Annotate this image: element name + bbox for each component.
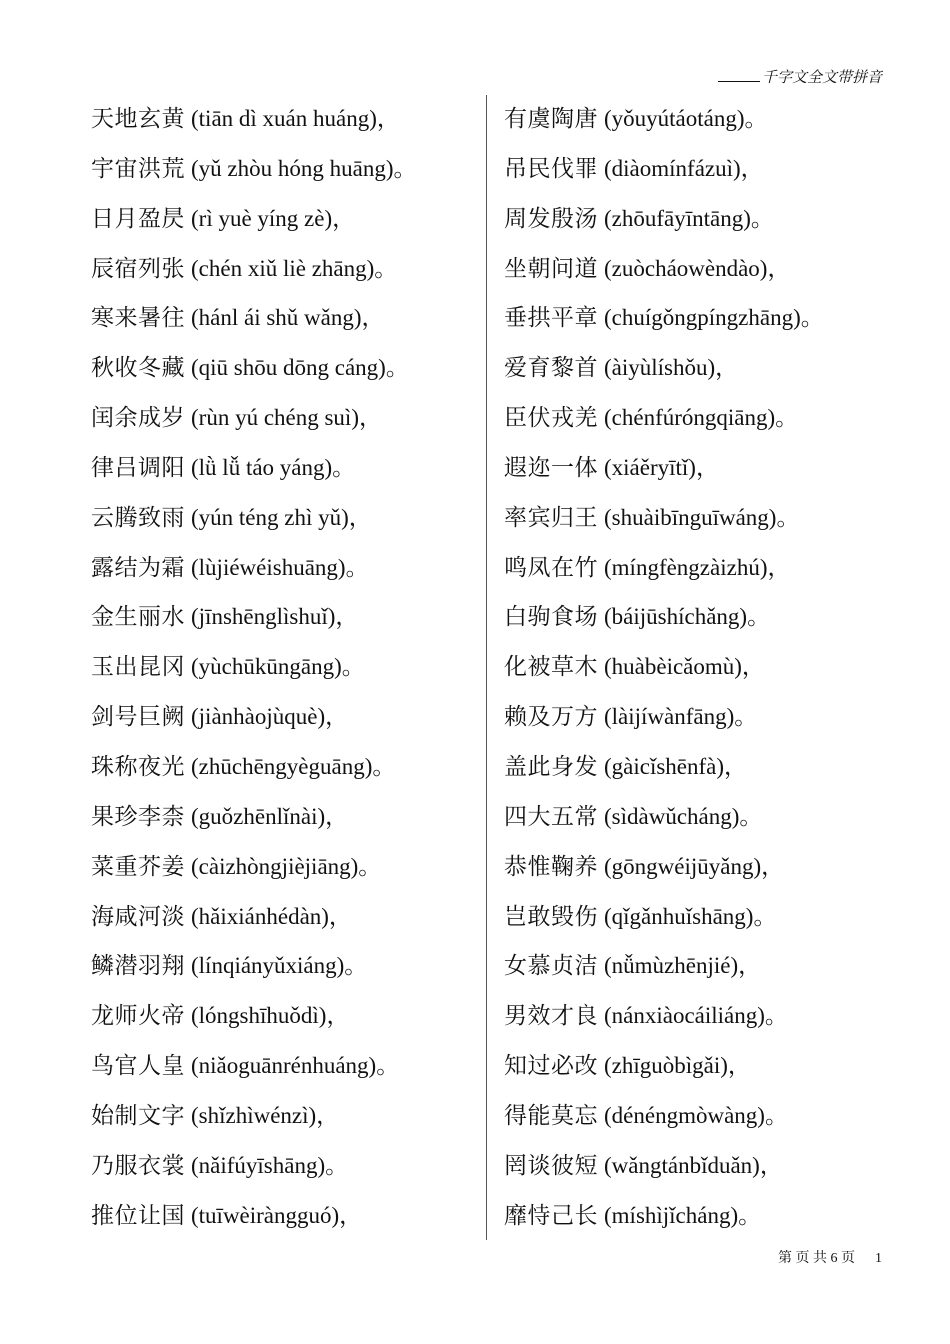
verse-line (91, 792, 417, 842)
verse-pinyin: (diàomínfázuì)， (604, 155, 764, 181)
verse-hanzi: 臣伏戎羌 (504, 405, 598, 431)
page-number: 1 (875, 1251, 882, 1266)
verse-pinyin: (jīnshēnglìshuǐ)， (191, 604, 359, 630)
verse-pinyin: (lóngshīhuǒdì)， (191, 1003, 350, 1029)
verse-line (504, 343, 824, 393)
verse-line (504, 94, 824, 144)
verse-hanzi: 知过必改 (504, 1053, 598, 1079)
verse-line (91, 1141, 417, 1191)
verse-hanzi: 玉出昆冈 (91, 654, 185, 680)
verse-pinyin: (yùchūkūngāng)。 (191, 654, 365, 680)
verse-hanzi: 寒来暑往 (91, 305, 185, 331)
verse-pinyin: (rùn yú chéng suì)， (191, 405, 382, 431)
verse-line (504, 543, 824, 593)
verse-hanzi: 男效才良 (504, 1003, 598, 1029)
verse-hanzi: 辰宿列张 (91, 255, 185, 281)
verse-line (504, 244, 824, 294)
verse-pinyin: (nǚmùzhēnjié)， (604, 953, 762, 979)
verse-hanzi: 有虞陶唐 (504, 106, 598, 131)
verse-line (504, 194, 824, 244)
verse-line (504, 792, 824, 842)
verse-pinyin: (zuòcháowèndào)， (604, 255, 791, 281)
verse-hanzi: 爱育黎首 (504, 355, 598, 381)
verse-line (91, 343, 417, 393)
verse-pinyin: (nánxiàocáiliáng)。 (604, 1003, 788, 1029)
verse-hanzi: 日月盈昃 (91, 205, 185, 231)
verse-pinyin: (gōngwéijūyǎng)， (604, 853, 785, 879)
verse-line (504, 1191, 824, 1241)
verse-hanzi: 海咸河淡 (91, 903, 185, 929)
verse-pinyin: (jiànhàojùquè)， (191, 704, 349, 730)
verse-hanzi: 盖此身发 (504, 753, 598, 779)
page-footer (778, 1247, 882, 1267)
verse-pinyin: (chuígǒngpíngzhāng)。 (604, 305, 824, 331)
verse-pinyin: (guǒzhēnlǐnài)， (191, 803, 349, 829)
verse-hanzi: 鸣凤在竹 (504, 554, 598, 580)
verse-line (504, 393, 824, 443)
verse-pinyin: (dénéngmòwàng)。 (604, 1102, 788, 1128)
verse-hanzi: 珠称夜光 (91, 753, 185, 779)
left-column (91, 94, 417, 1240)
verse-hanzi: 秋收冬藏 (91, 355, 185, 381)
verse-hanzi: 吊民伐罪 (504, 155, 598, 181)
verse-pinyin: (qǐgǎnhuǐshāng)。 (604, 903, 777, 929)
verse-hanzi: 龙师火帝 (91, 1003, 185, 1029)
verse-pinyin: (niǎoguānrénhuáng)。 (191, 1053, 400, 1079)
verse-pinyin: (yún téng zhì yǔ)， (191, 504, 372, 530)
verse-line (91, 592, 417, 642)
right-column (504, 94, 824, 1240)
verse-pinyin: (shuàibīnguīwáng)。 (604, 504, 800, 530)
verse-hanzi: 菜重芥姜 (91, 853, 185, 879)
verse-line (91, 393, 417, 443)
verse-hanzi: 恭惟鞠养 (504, 853, 598, 879)
verse-pinyin: (hánl ái shǔ wǎng)， (191, 305, 385, 331)
verse-pinyin: (yǔ zhòu hóng huāng)。 (191, 155, 417, 181)
page-header (718, 66, 882, 87)
verse-pinyin: (chénfúróngqiāng)。 (604, 405, 799, 431)
column-divider (486, 95, 487, 1240)
verse-hanzi: 四大五常 (504, 803, 598, 829)
verse-line (504, 1091, 824, 1141)
verse-pinyin: (zhīguòbìgǎi)， (604, 1053, 751, 1079)
verse-pinyin: (xiáěryītǐ)， (604, 454, 719, 480)
verse-hanzi: 白驹食场 (504, 604, 598, 630)
verse-hanzi: 闰余成岁 (91, 405, 185, 431)
verse-hanzi: 云腾致雨 (91, 504, 185, 530)
verse-pinyin: (míshìjǐcháng)。 (604, 1202, 762, 1228)
verse-hanzi: 率宾归王 (504, 504, 598, 530)
verse-line (504, 642, 824, 692)
verse-pinyin: (báijūshíchǎng)。 (604, 604, 771, 630)
verse-hanzi: 垂拱平章 (504, 305, 598, 331)
verse-line (91, 1191, 417, 1241)
verse-hanzi: 坐朝问道 (504, 255, 598, 281)
verse-hanzi: 推位让国 (91, 1202, 185, 1228)
page-count-label: 第 页 共 6 页 (778, 1251, 855, 1266)
verse-line (504, 493, 824, 543)
verse-pinyin: (nǎifúyīshāng)。 (191, 1152, 349, 1178)
verse-hanzi: 周发殷汤 (504, 205, 598, 231)
verse-line (91, 543, 417, 593)
verse-pinyin: (chén xiǔ liè zhāng)。 (191, 255, 398, 281)
verse-line (91, 94, 417, 144)
verse-hanzi: 律吕调阳 (91, 454, 185, 480)
verse-line (91, 244, 417, 294)
verse-pinyin: (lùjiéwéishuāng)。 (191, 554, 369, 580)
verse-pinyin: (shǐzhìwénzì)， (191, 1102, 340, 1128)
verse-line (91, 642, 417, 692)
header-underline (718, 81, 760, 82)
verse-hanzi: 乃服衣裳 (91, 1152, 185, 1178)
verse-line (504, 842, 824, 892)
verse-line (91, 842, 417, 892)
verse-line (91, 742, 417, 792)
verse-line (91, 493, 417, 543)
verse-line (504, 892, 824, 942)
verse-hanzi: 果珍李柰 (91, 803, 185, 829)
verse-hanzi: 金生丽水 (91, 604, 185, 630)
verse-line (91, 1041, 417, 1091)
verse-line (504, 692, 824, 742)
verse-pinyin: (hǎixiánhédàn)， (191, 903, 352, 929)
verse-pinyin: (qiū shōu dōng cáng)。 (191, 355, 409, 381)
verse-line (504, 991, 824, 1041)
verse-line (504, 592, 824, 642)
verse-line (91, 144, 417, 194)
verse-hanzi: 鳞潜羽翔 (91, 953, 185, 979)
verse-line (504, 443, 824, 493)
verse-hanzi: 罔谈彼短 (504, 1152, 598, 1178)
verse-hanzi: 始制文字 (91, 1102, 185, 1128)
verse-pinyin: (àiyùlíshǒu)， (604, 355, 739, 381)
verse-line (504, 144, 824, 194)
verse-line (91, 892, 417, 942)
verse-pinyin: (míngfèngzàizhú)， (604, 554, 791, 580)
verse-pinyin: (línqiányǔxiáng)。 (191, 953, 368, 979)
verse-line (504, 293, 824, 343)
verse-hanzi: 天地玄黄 (91, 106, 185, 131)
verse-pinyin: (tiān dì xuán huáng)， (191, 106, 400, 131)
verse-line (504, 941, 824, 991)
verse-pinyin: (làijíwànfāng)。 (604, 704, 758, 730)
verse-hanzi: 遐迩一体 (504, 454, 598, 480)
verse-pinyin: (sìdàwǔcháng)。 (604, 803, 763, 829)
verse-line (91, 194, 417, 244)
verse-hanzi: 露结为霜 (91, 554, 185, 580)
verse-hanzi: 赖及万方 (504, 704, 598, 730)
verse-pinyin: (tuīwèiràngguó)， (191, 1202, 363, 1228)
verse-line (91, 991, 417, 1041)
verse-pinyin: (yǒuyútáotáng)。 (604, 106, 768, 131)
verse-hanzi: 女慕贞洁 (504, 953, 598, 979)
verse-hanzi: 化被草木 (504, 654, 598, 680)
verse-pinyin: (wǎngtánbǐduǎn)， (604, 1152, 783, 1178)
verse-pinyin: (huàbèicǎomù)， (604, 654, 765, 680)
verse-pinyin: (zhōufāyīntāng)。 (604, 205, 774, 231)
verse-line (91, 443, 417, 493)
verse-line (504, 1041, 824, 1091)
verse-line (91, 1091, 417, 1141)
verse-hanzi: 岂敢毁伤 (504, 903, 598, 929)
verse-hanzi: 鸟官人皇 (91, 1053, 185, 1079)
verse-line (91, 293, 417, 343)
verse-line (91, 941, 417, 991)
verse-line (91, 692, 417, 742)
verse-hanzi: 得能莫忘 (504, 1102, 598, 1128)
verse-line (504, 742, 824, 792)
verse-hanzi: 宇宙洪荒 (91, 155, 185, 181)
verse-hanzi: 剑号巨阙 (91, 704, 185, 730)
verse-pinyin: (lǜ lǚ táo yáng)。 (191, 454, 356, 480)
verse-pinyin: (càizhòngjièjiāng)。 (191, 853, 382, 879)
verse-line (504, 1141, 824, 1191)
verse-pinyin: (gàicǐshēnfà)， (604, 753, 748, 779)
verse-hanzi: 靡恃己长 (504, 1202, 598, 1228)
verse-pinyin: (zhūchēngyèguāng)。 (191, 753, 396, 779)
verse-pinyin: (rì yuè yíng zè)， (191, 205, 356, 231)
document-title: 千字文全文带拼音 (761, 70, 882, 86)
